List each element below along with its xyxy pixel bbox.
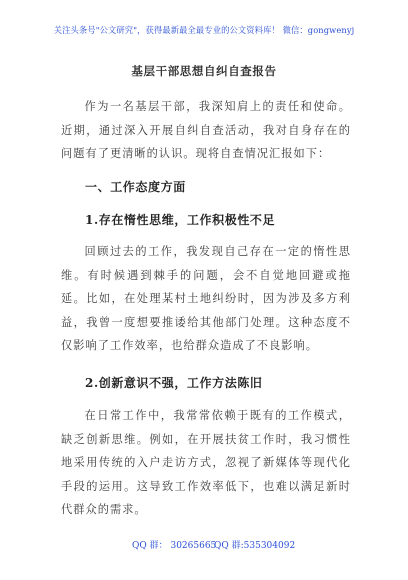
footer-qq-group-1: QQ 群： 30265665	[132, 541, 217, 551]
intro-paragraph: 作为一名基层干部，我深知肩上的责任和使命。近期，通过深入开展自纠自查活动，我对自身存在的问题有了更清晰的认识。现将自查情况汇报如下：	[61, 100, 351, 160]
paragraph-inertia: 回顾过去的工作，我发现自己存在一定的惰性思维。有时候遇到棘手的问题，会不自觉地回避或拖延。比如，在处理某村土地纠纷时，因为涉及多方利益，我曾一度想要推诿给其他部门处理。这种态度不仅影响了工作效率，也给群众造成了不良影响。	[61, 245, 351, 352]
subheading-inertia: 1.存在惰性思维，工作积极性不足	[85, 213, 276, 227]
document-title: 基层干部思想自纠自查报告	[131, 64, 277, 78]
promo-banner: 关注头条号"公文研究"，获得最新最全最专业的公文资料库！ 微信：gongwenyj	[53, 25, 355, 35]
subheading-innovation: 2.创新意识不强，工作方法陈旧	[85, 376, 263, 390]
footer-qq-group-2: QQ 群:535304092	[214, 541, 296, 551]
section-heading-work-attitude: 一、工作态度方面	[85, 180, 186, 194]
paragraph-innovation: 在日常工作中，我常常依赖于既有的工作模式，缺乏创新思维。例如，在开展扶贫工作时，我习惯性地采用传统的入户走访方式，忽视了新媒体等现代化手段的运用。这导致工作效率低下，也难以满足新时代群众的需求。	[61, 409, 351, 516]
